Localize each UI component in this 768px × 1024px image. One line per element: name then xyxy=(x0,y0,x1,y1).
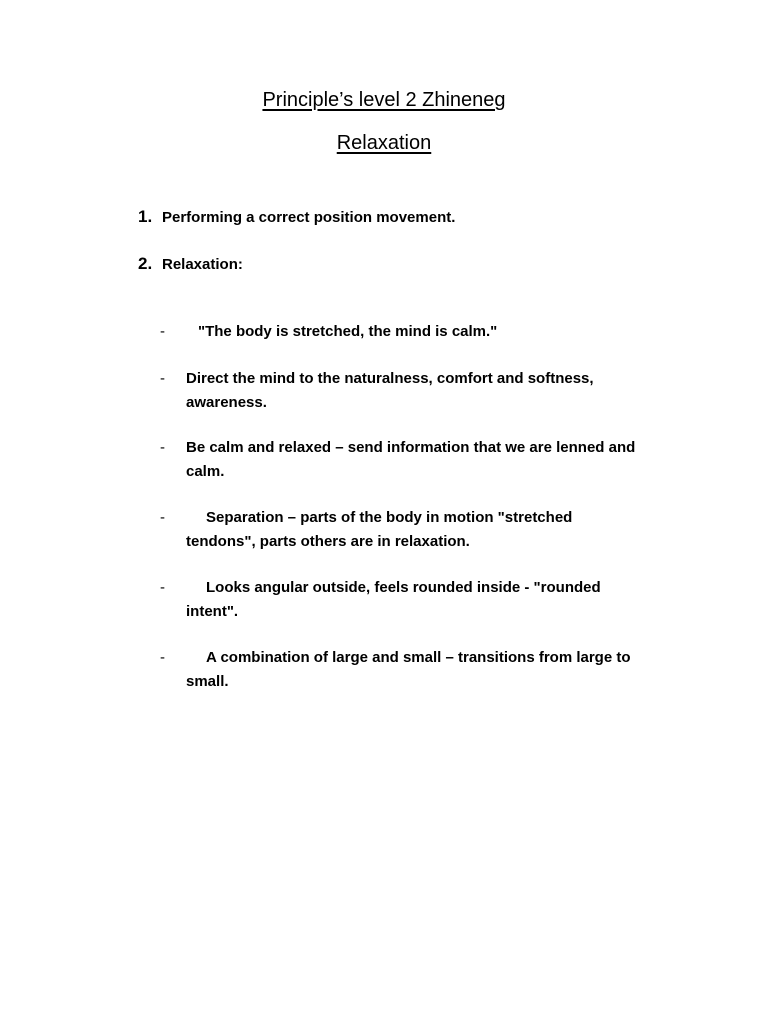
numbered-item-1 xyxy=(138,207,455,227)
bullet-text: Be calm and relaxed – send information that we are lenned and calm. xyxy=(186,439,636,480)
bullet-text xyxy=(186,576,640,624)
bullet-dash: - xyxy=(160,579,165,596)
bullet-text xyxy=(186,646,640,694)
bullet-dash: - xyxy=(160,439,165,456)
bullet-text: "The body is stretched, the mind is calm." xyxy=(198,323,498,340)
numbered-item-2 xyxy=(138,254,243,274)
numbered-item-text: Relaxation: xyxy=(162,256,243,273)
bullet-text: Direct the mind to the naturalness, comfort and softness, awareness. xyxy=(186,370,594,411)
bullet-item-6 xyxy=(160,646,640,694)
bullet-dash: - xyxy=(160,370,165,387)
bullet-text xyxy=(186,506,640,554)
bullet-dash: - xyxy=(160,323,165,340)
bullet-item-3 xyxy=(160,436,640,484)
bullet-item-2 xyxy=(160,367,640,415)
bullet-item-5 xyxy=(160,576,640,624)
bullet-dash: - xyxy=(160,649,165,666)
bullet-text-content: Separation – parts of the body in motion "stretched tendons", parts others are in relaxation. xyxy=(186,509,573,550)
document-title: Principle’s level 2 Zhineneg xyxy=(262,89,506,111)
numbered-item-text: Performing a correct position movement. xyxy=(162,209,456,226)
document-subtitle: Relaxation xyxy=(336,132,432,154)
numbered-item-number: 2. xyxy=(138,254,153,273)
bullet-item-1 xyxy=(160,320,640,344)
bullet-item-4 xyxy=(160,506,640,554)
bullet-dash: - xyxy=(160,509,165,526)
bullet-text-content: A combination of large and small – transitions from large to small. xyxy=(186,649,631,690)
numbered-item-number: 1. xyxy=(138,207,153,226)
bullet-text-content: Looks angular outside, feels rounded inside - "rounded intent". xyxy=(186,579,601,620)
